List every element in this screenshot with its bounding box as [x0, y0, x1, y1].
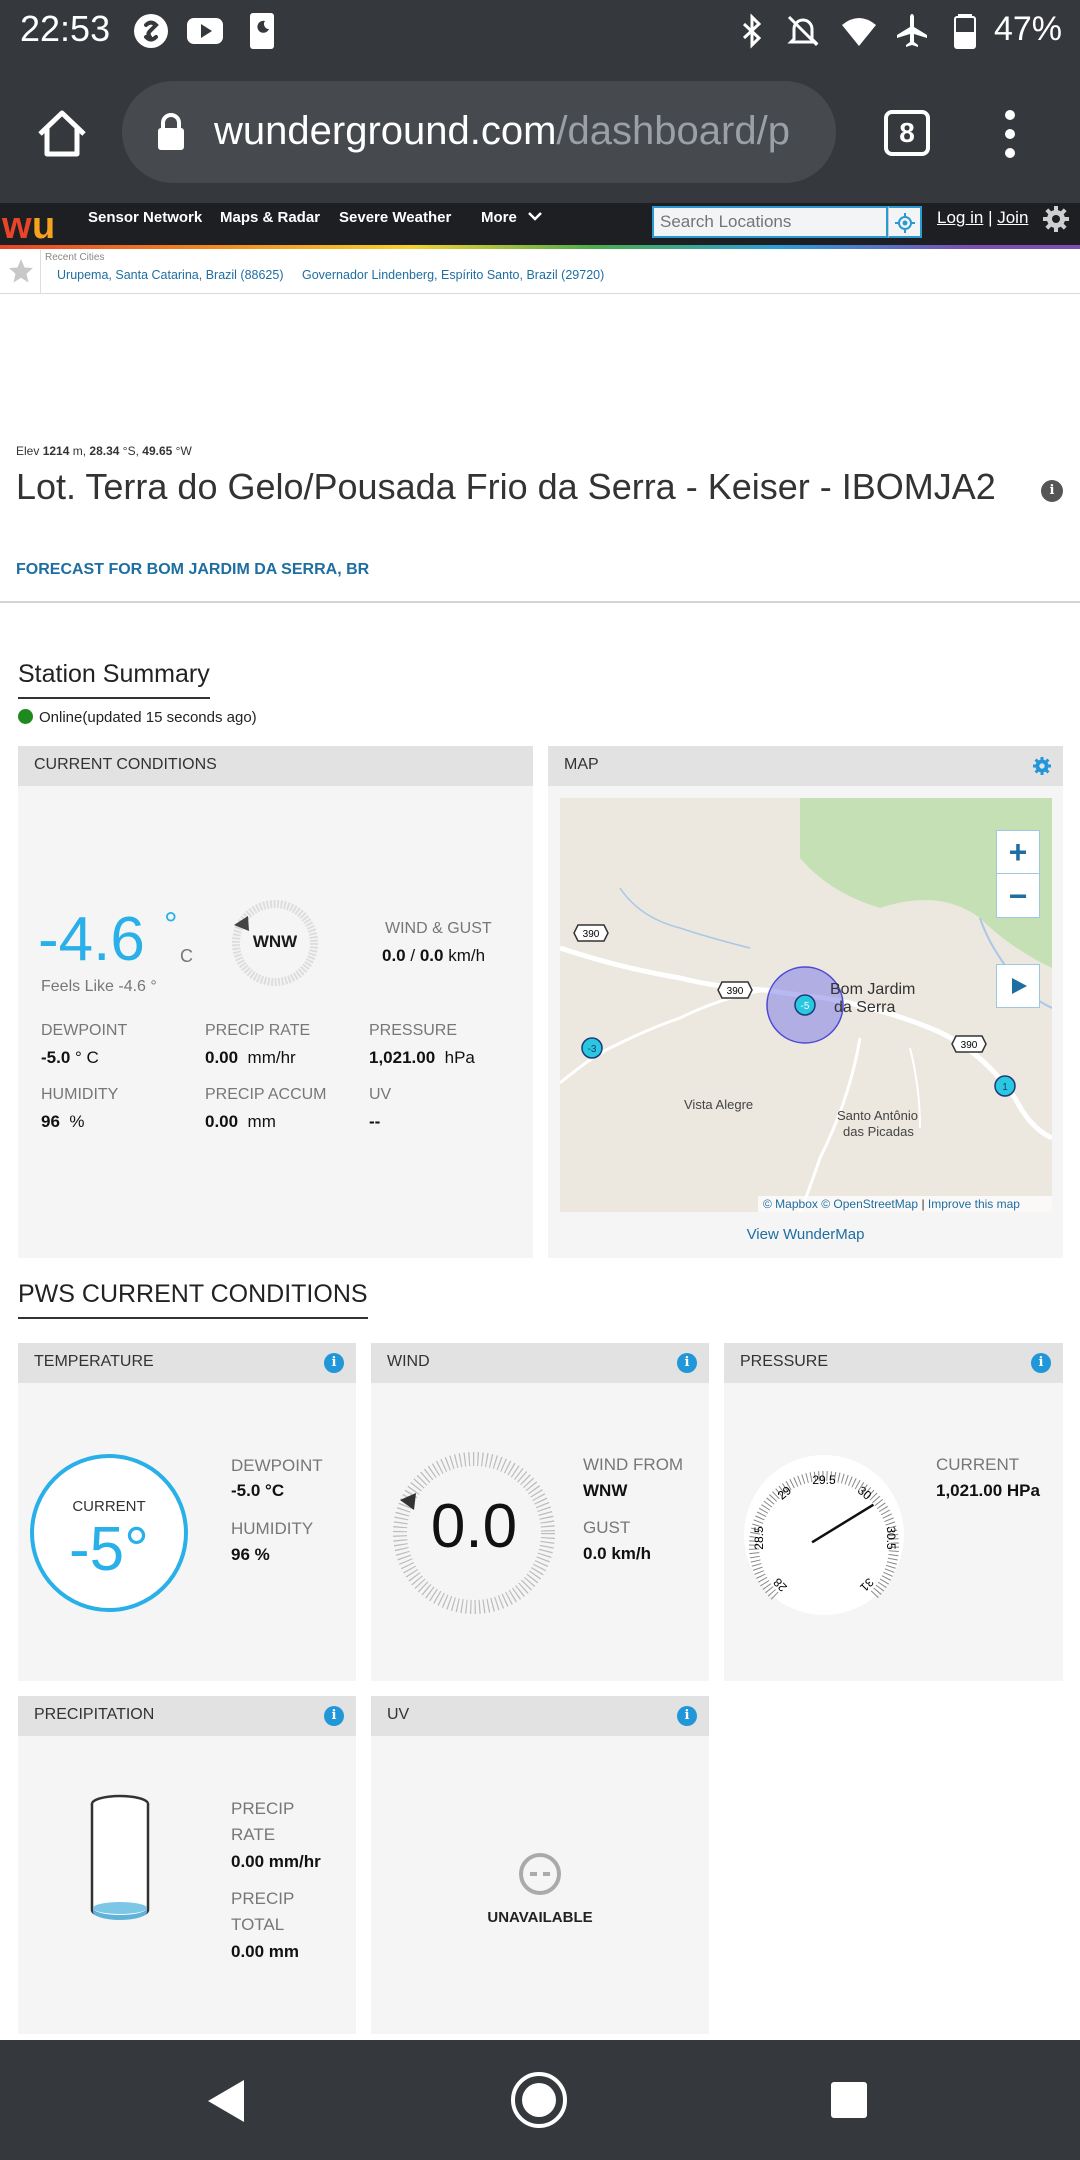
tab-switcher-button[interactable]: 8: [884, 110, 930, 156]
rain-gauge-icon: [88, 1794, 152, 1922]
lock-icon: [156, 112, 186, 152]
url-text: [214, 109, 814, 154]
search-input[interactable]: [652, 206, 888, 238]
temp-degree: °: [164, 906, 178, 944]
map-place-label: Vista Alegre: [684, 1097, 754, 1112]
precip-rate-label: [231, 1796, 294, 1848]
gauge-tick-label: 30: [854, 1483, 875, 1503]
station-marker[interactable]: [795, 995, 815, 1015]
dewpoint-unit: ° C: [75, 1048, 99, 1067]
home-button-icon[interactable]: [509, 2070, 569, 2130]
url-bar[interactable]: [122, 81, 836, 183]
precip-rate-unit: mm/hr: [247, 1048, 296, 1067]
panel-header: MAP: [548, 746, 1063, 786]
gear-icon[interactable]: [1042, 205, 1070, 233]
battery-percent: 47%: [993, 10, 1062, 48]
youtube-icon: [186, 12, 224, 50]
pressure-current-value: 1,021.00 HPa: [936, 1481, 1040, 1500]
precip-total-label: [231, 1886, 294, 1938]
panel-header: PRECIPITATION: [18, 1696, 356, 1736]
logo-w: w: [2, 206, 32, 244]
zoom-out-button[interactable]: −: [1008, 878, 1028, 914]
join-link[interactable]: Join: [997, 208, 1029, 227]
gauge-tick-label: 28.5: [752, 1526, 766, 1550]
url-host: wunderground.com: [214, 109, 557, 153]
humidity-value: [41, 1112, 85, 1132]
humidity-label: HUMIDITY: [41, 1086, 119, 1103]
nav-more[interactable]: [481, 209, 543, 226]
nav-severe-weather[interactable]: Severe Weather: [339, 209, 452, 226]
wind-unit: km/h: [448, 946, 486, 965]
precip-rate-label-line2: RATE: [231, 1825, 276, 1844]
panel-header: TEMPERATURE: [18, 1343, 356, 1383]
battery-icon: [946, 12, 984, 50]
wind-direction: WNW: [252, 932, 298, 951]
road-shield-390: [574, 925, 608, 941]
map-panel: [548, 746, 1063, 1258]
station-marker-label: -3: [587, 1044, 597, 1055]
station-info-icon[interactable]: i: [1041, 480, 1063, 502]
logo-u: u: [32, 206, 56, 244]
lon-value: 49.65: [142, 444, 173, 458]
road-shield-label: 390: [582, 929, 600, 940]
precip-accum-unit: mm: [247, 1112, 276, 1131]
elevation-coords: [16, 444, 192, 458]
panel-header: CURRENT CONDITIONS: [18, 746, 533, 786]
locate-icon: [895, 213, 915, 233]
map-place-label: Santo Antônio: [837, 1108, 918, 1123]
temp-current-label: CURRENT: [72, 1498, 146, 1515]
nav-rainbow-stripe: [0, 245, 1080, 249]
uv-status: UNAVAILABLE: [487, 1909, 593, 1926]
current-conditions-panel: [18, 746, 533, 1258]
road-shield-390: [952, 1036, 986, 1052]
station-marker[interactable]: [582, 1038, 602, 1058]
info-icon[interactable]: i: [1031, 1353, 1051, 1373]
map-settings-gear-icon[interactable]: [1032, 756, 1052, 776]
uv-panel: [371, 1696, 709, 2034]
precip-rate-value: 0.00 mm/hr: [231, 1852, 321, 1871]
system-nav-bar: [0, 2040, 1080, 2160]
road-shield-390: [718, 982, 752, 998]
temp-unit: C: [180, 946, 193, 966]
online-dot: [18, 709, 33, 724]
dewpoint-number: -5.0: [41, 1048, 71, 1067]
current-temp: -4.6: [38, 905, 145, 974]
dewpoint-value: [41, 1048, 99, 1068]
temperature-panel: [18, 1343, 356, 1681]
url-path: /dashboard/p: [556, 109, 790, 153]
zoom-in-button[interactable]: +: [997, 831, 1039, 874]
panel-header: UV: [371, 1696, 709, 1736]
shazam-icon: [132, 12, 170, 50]
dewpoint-label: DEWPOINT: [231, 1456, 323, 1475]
precip-total-label-line2: TOTAL: [231, 1915, 285, 1934]
pressure-gauge: [739, 1450, 909, 1620]
pws-title: PWS CURRENT CONDITIONS: [18, 1280, 368, 1319]
attribution-separator: |: [921, 1197, 925, 1211]
wind-panel: [371, 1343, 709, 1681]
temp-current-value: -5°: [69, 1515, 149, 1584]
osm-attribution-link[interactable]: © OpenStreetMap: [821, 1197, 919, 1211]
wind-from-label: WIND FROM: [583, 1455, 684, 1474]
auth-separator: |: [988, 208, 993, 227]
gauge-tick-label: 31: [857, 1575, 877, 1595]
wifi-icon: [840, 12, 878, 50]
uv-value: --: [369, 1112, 381, 1131]
uv-label: UV: [369, 1086, 392, 1103]
info-icon[interactable]: i: [324, 1353, 344, 1373]
online-status: [18, 709, 257, 726]
pressure-label: PRESSURE: [369, 1022, 458, 1039]
overflow-menu-icon[interactable]: [997, 108, 1023, 160]
forecast-link[interactable]: FORECAST FOR BOM JARDIM DA SERRA, BR: [16, 561, 370, 578]
airplane-icon: [893, 12, 931, 50]
recents-icon[interactable]: [829, 2080, 869, 2120]
map-attribution: [763, 1197, 1020, 1211]
station-title: Lot. Terra do Gelo/Pousada Frio da Serra - Keiser - IBOMJA2: [16, 466, 996, 507]
status-time: 22:53: [20, 8, 111, 49]
humidity-number: 96: [41, 1112, 60, 1131]
locate-button[interactable]: [888, 206, 922, 238]
view-wundermap-link[interactable]: View WunderMap: [746, 1226, 865, 1243]
play-button[interactable]: [996, 964, 1040, 1008]
login-link[interactable]: Log in: [937, 208, 984, 227]
wind-gust-label: WIND & GUST: [385, 920, 492, 937]
wind-from-value: WNW: [583, 1481, 628, 1500]
info-icon[interactable]: i: [677, 1353, 697, 1373]
wind-speed: 0.0: [382, 946, 406, 965]
temperature-dial: [30, 1454, 188, 1612]
gust-speed: 0.0: [419, 946, 444, 965]
unavailable-icon: [518, 1852, 562, 1896]
nav-more-label: More: [481, 209, 517, 226]
gust-value: 0.0 km/h: [583, 1544, 652, 1563]
nav-maps-radar[interactable]: Maps & Radar: [220, 209, 321, 226]
elev-value: 1214: [42, 444, 70, 458]
wind-speed-value: 0.0: [430, 1492, 518, 1561]
humidity-unit: %: [69, 1112, 85, 1131]
gust-label: GUST: [583, 1518, 631, 1537]
home-icon[interactable]: [36, 108, 88, 160]
precip-rate-label-line1: PRECIP: [231, 1799, 295, 1818]
bluetooth-icon: [733, 12, 771, 50]
mute-icon: [784, 12, 822, 50]
precip-accum-number: 0.00: [205, 1112, 239, 1131]
star-icon[interactable]: [8, 258, 34, 284]
gauge-tick-label: 30.5: [884, 1526, 898, 1550]
precip-rate-value: [205, 1048, 296, 1068]
humidity-value: 96 %: [231, 1545, 270, 1564]
info-icon[interactable]: i: [324, 1706, 344, 1726]
dewpoint-label: DEWPOINT: [41, 1022, 128, 1039]
lat-unit: °S,: [122, 444, 139, 458]
gauge-tick-label: 29: [774, 1483, 795, 1503]
improve-map-link[interactable]: Improve this map: [927, 1197, 1020, 1211]
dewpoint-value: -5.0 °C: [231, 1481, 285, 1500]
pressure-panel: [724, 1343, 1063, 1681]
precip-total-value: 0.00 mm: [231, 1942, 300, 1961]
play-icon: [1010, 977, 1028, 995]
station-marker-label: -5: [800, 1001, 810, 1012]
chevron-down-icon: [527, 210, 543, 222]
recent-divider: [40, 250, 41, 294]
panel-header: PRESSURE: [724, 1343, 1063, 1383]
humidity-label: HUMIDITY: [231, 1519, 314, 1538]
station-summary-title: Station Summary: [18, 660, 210, 699]
feels-like: Feels Like -4.6 °: [41, 978, 157, 995]
browser-toolbar: [0, 63, 1080, 203]
recent-cities-label: Recent Cities: [45, 252, 105, 263]
map-place-label: Bom Jardim: [830, 981, 916, 998]
wind-separator: /: [410, 946, 416, 965]
lat-value: 28.34: [89, 444, 120, 458]
panel-header: WIND: [371, 1343, 709, 1383]
precip-accum-label: PRECIP ACCUM: [205, 1086, 327, 1103]
elev-unit: m,: [72, 444, 87, 458]
precipitation-panel: [18, 1696, 356, 2034]
gauge-tick-label: 29.5: [812, 1473, 836, 1487]
wu-logo[interactable]: [2, 206, 68, 244]
pressure-number: 1,021.00: [369, 1048, 436, 1067]
pressure-current-label: CURRENT: [936, 1455, 1020, 1474]
precip-accum-value: [205, 1112, 276, 1132]
precip-rate-label: PRECIP RATE: [205, 1022, 311, 1039]
precip-total-label-line1: PRECIP: [231, 1889, 295, 1908]
mapbox-attribution-link[interactable]: © Mapbox: [763, 1197, 818, 1211]
auth-links: [937, 208, 1028, 228]
back-icon[interactable]: [204, 2078, 248, 2124]
nav-sensor-network[interactable]: Sensor Network: [88, 209, 203, 226]
recent-cities-bar: [0, 250, 1080, 294]
zoom-controls: [996, 830, 1040, 918]
station-marker-label: 1: [1002, 1082, 1008, 1093]
recent-city-link[interactable]: Governador Lindenberg, Espírito Santo, Brazil (29720): [302, 268, 605, 282]
sleep-icon: [244, 12, 282, 50]
map-place-label: da Serra: [834, 999, 896, 1016]
online-status-text: Online(updated 15 seconds ago): [39, 709, 257, 726]
station-marker[interactable]: [995, 1076, 1015, 1096]
map-place-label: das Picadas: [843, 1124, 914, 1139]
gauge-tick-label: 28: [770, 1575, 790, 1595]
pressure-unit: hPa: [444, 1048, 475, 1067]
header-divider: [0, 601, 1080, 603]
precip-rate-number: 0.00: [205, 1048, 239, 1067]
status-bar: [0, 0, 1080, 63]
pressure-value: [369, 1048, 475, 1068]
road-shield-label: 390: [960, 1040, 978, 1051]
wind-gust-value: [382, 946, 485, 966]
road-shield-label: 390: [726, 986, 744, 997]
station-map[interactable]: [560, 798, 1052, 1212]
recent-city-link[interactable]: Urupema, Santa Catarina, Brazil (88625): [57, 268, 284, 282]
elev-label: Elev: [16, 444, 40, 458]
lon-unit: °W: [175, 444, 192, 458]
info-icon[interactable]: i: [677, 1706, 697, 1726]
